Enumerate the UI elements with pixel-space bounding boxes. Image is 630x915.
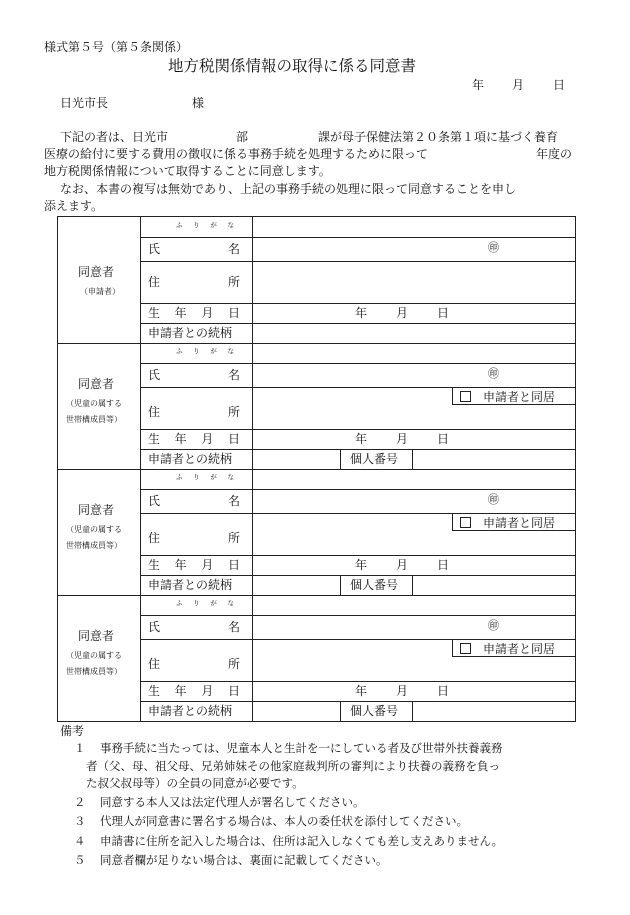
date-year: 年 (472, 78, 485, 92)
furigana-label (176, 599, 234, 608)
table-rule (340, 575, 341, 595)
birthdate-label-char: 日 (227, 684, 240, 698)
birth-year: 年 (355, 432, 368, 446)
note-number: ２ (74, 794, 86, 809)
address-label-char: 住 (148, 657, 161, 671)
form-number: 様式第５号（第５条関係） (44, 40, 189, 54)
birth-day: 日 (437, 306, 450, 320)
birthdate-label-char: 月 (201, 558, 214, 572)
note-text: 者（父、母、祖父母、兄弟姉妹その他家庭裁判所の審判により扶養の義務を負っ (86, 758, 500, 773)
address-label (148, 275, 240, 289)
same-household-label: 申請者と同居 (483, 390, 556, 404)
table-rule (340, 701, 341, 721)
body-line2b: 年度の (536, 147, 573, 161)
name-input[interactable] (252, 489, 482, 513)
furigana-label-char: り (193, 347, 200, 355)
address-label-char: 所 (227, 275, 240, 289)
body-line4: なお、本書の複写は無効であり、上記の事務手続の処理に限って同意することを申し (60, 182, 517, 196)
table-rule (140, 555, 575, 556)
birthdate-label-char: 生 (148, 432, 161, 446)
furigana-label-char: ふ (176, 599, 183, 607)
name-label (148, 494, 240, 508)
name-input[interactable] (252, 363, 482, 387)
birth-day: 日 (437, 684, 450, 698)
consent-label: 同意者 (78, 377, 115, 391)
address-label-char: 住 (148, 405, 161, 419)
furigana-label-char: な (227, 473, 234, 481)
name-label-char: 名 (227, 494, 240, 508)
address-label-char: 所 (227, 531, 240, 545)
name-input[interactable] (252, 615, 482, 639)
consent-label: 同意者 (78, 503, 115, 517)
table-rule (58, 595, 575, 596)
table-rule (140, 217, 141, 343)
note-text: 代理人が同意書に署名する場合は、本人の委任状を添付してください。 (100, 814, 468, 828)
personal-number-input[interactable] (412, 575, 575, 595)
address-input[interactable] (252, 513, 442, 555)
same-household-label: 申請者と同居 (483, 516, 556, 530)
note-text: た叔父叔母等）の全員の同意が必要です。 (86, 776, 304, 790)
birth-year: 年 (355, 684, 368, 698)
furigana-label-char: な (227, 599, 234, 607)
consent-sublabel: （児童の属する (66, 399, 122, 408)
consent-sublabel: （申請者） (80, 287, 120, 296)
birthdate-label-char: 月 (201, 306, 214, 320)
birthdate-label-char: 日 (227, 558, 240, 572)
consent-table (57, 216, 576, 722)
birthdate-label-char: 生 (148, 306, 161, 320)
furigana-label-char: が (210, 221, 217, 229)
name-label-char: 氏 (148, 620, 161, 634)
consent-sublabel: （児童の属する (66, 651, 122, 660)
table-rule (140, 429, 575, 430)
address-label-char: 住 (148, 531, 161, 545)
relation-label: 申請者との続柄 (148, 452, 233, 466)
personal-number-input[interactable] (412, 701, 575, 721)
name-input[interactable] (252, 237, 482, 261)
birthdate-label-char: 生 (148, 558, 161, 572)
table-rule (140, 303, 575, 304)
birth-day: 日 (437, 432, 450, 446)
consent-sublabel: 世帯構成員等） (66, 541, 122, 550)
birthdate-label (148, 432, 240, 446)
address-input[interactable] (252, 261, 442, 303)
furigana-label (176, 221, 234, 230)
address-label (148, 657, 240, 671)
birthdate-label-char: 生 (148, 684, 161, 698)
addressee-sama: 様 (192, 96, 205, 110)
birth-year: 年 (355, 558, 368, 572)
table-rule (140, 681, 575, 682)
birthdate-label-char: 月 (201, 432, 214, 446)
relation-input[interactable] (252, 449, 340, 469)
consent-label: 同意者 (78, 265, 115, 279)
address-input[interactable] (252, 639, 442, 681)
furigana-label-char: ふ (176, 347, 183, 355)
table-rule (340, 449, 341, 469)
birth-month: 月 (396, 558, 409, 572)
table-rule (140, 343, 141, 469)
birthdate-label-char: 日 (227, 306, 240, 320)
birthdate-label-char: 年 (174, 306, 187, 320)
birth-month: 月 (396, 306, 409, 320)
relation-label: 申請者との続柄 (148, 704, 233, 718)
checkbox-box[interactable] (460, 517, 471, 528)
personal-number-label: 個人番号 (350, 704, 399, 718)
furigana-label-char: が (210, 347, 217, 355)
table-rule (58, 343, 575, 344)
personal-number-label: 個人番号 (350, 452, 399, 466)
consent-label: 同意者 (78, 629, 115, 643)
birthdate-label (148, 558, 240, 572)
birthdate-label-char: 年 (174, 684, 187, 698)
name-label (148, 620, 240, 634)
address-input[interactable] (252, 387, 442, 429)
checkbox-box[interactable] (460, 643, 471, 654)
name-label-char: 名 (227, 620, 240, 634)
address-label (148, 405, 240, 419)
body-line1c: 課が母子保健法第２０条第１項に基づく養育 (318, 130, 559, 144)
table-rule (140, 595, 141, 721)
birthdate-label (148, 306, 240, 320)
note-text: 同意する本人又は法定代理人が署名してください。 (100, 794, 365, 809)
relation-input[interactable] (252, 701, 340, 721)
addressee-mayor: 日光市長 (60, 96, 109, 110)
table-rule (58, 469, 575, 470)
relation-label: 申請者との続柄 (148, 326, 233, 340)
furigana-label-char: ふ (176, 221, 183, 229)
consent-sublabel: 世帯構成員等） (66, 415, 122, 424)
same-household-checkbox[interactable] (460, 516, 555, 530)
body-line2a: 医療の給付に要する費用の徴収に係る事務手続を処理するために限って (44, 147, 429, 161)
furigana-label (176, 473, 234, 482)
body-line3: 地方税関係情報について取得することに同意します。 (44, 164, 331, 178)
seal-mark: ㊞ (488, 619, 499, 632)
name-label-char: 氏 (148, 242, 161, 256)
relation-input[interactable] (252, 323, 575, 343)
same-household-label: 申請者と同居 (483, 642, 556, 656)
furigana-label-char: り (193, 599, 200, 607)
same-household-checkbox[interactable] (460, 390, 555, 404)
notes-heading: 備考 (60, 724, 85, 738)
birth-year: 年 (355, 306, 368, 320)
furigana-label-char: な (227, 347, 234, 355)
name-label (148, 368, 240, 382)
furigana-label-char: が (210, 599, 217, 607)
address-label-char: 所 (227, 657, 240, 671)
table-rule (140, 469, 141, 595)
seal-mark: ㊞ (488, 241, 499, 254)
furigana-label-char: が (210, 473, 217, 481)
body-line5: 添えます。 (44, 199, 104, 213)
note-number: １ (74, 741, 86, 755)
body-line1a: 下記の者は、日光市 (60, 130, 169, 144)
birth-day: 日 (437, 558, 450, 572)
birth-month: 月 (396, 684, 409, 698)
note-text: 事務手続に当たっては、児童本人と生計を一にしている者及び世帯外扶養義務 (100, 741, 503, 755)
birthdate-label-char: 年 (174, 432, 187, 446)
birthdate-label-char: 月 (201, 684, 214, 698)
relation-input[interactable] (252, 575, 340, 595)
personal-number-label: 個人番号 (350, 578, 399, 592)
checkbox-box[interactable] (460, 391, 471, 402)
name-label (148, 242, 240, 256)
page-title: 地方税関係情報の取得に係る同意書 (168, 57, 417, 75)
birth-month: 月 (396, 432, 409, 446)
note-number: ４ (74, 833, 86, 848)
furigana-label-char: り (193, 473, 200, 481)
date-month: 月 (512, 78, 525, 92)
same-household-checkbox[interactable] (460, 642, 555, 656)
seal-mark: ㊞ (488, 367, 499, 380)
note-number: ３ (74, 814, 86, 828)
birthdate-label (148, 684, 240, 698)
address-label-char: 所 (227, 405, 240, 419)
furigana-label-char: な (227, 221, 234, 229)
furigana-label (176, 347, 234, 356)
birthdate-label-char: 年 (174, 558, 187, 572)
furigana-label-char: ふ (176, 473, 183, 481)
name-label-char: 名 (227, 242, 240, 256)
personal-number-input[interactable] (412, 449, 575, 469)
note-text: 申請書に住所を記入した場合は、住所は記入しなくても差し支えありません。 (100, 833, 504, 848)
note-number: ５ (74, 853, 86, 867)
consent-sublabel: 世帯構成員等） (66, 667, 122, 676)
address-label-char: 住 (148, 275, 161, 289)
name-label-char: 名 (227, 368, 240, 382)
name-label-char: 氏 (148, 494, 161, 508)
consent-sublabel: （児童の属する (66, 525, 122, 534)
address-label (148, 531, 240, 545)
body-line1b: 部 (236, 130, 249, 144)
furigana-label-char: り (193, 221, 200, 229)
name-label-char: 氏 (148, 368, 161, 382)
relation-label: 申請者との続柄 (148, 578, 233, 592)
date-day: 日 (553, 78, 566, 92)
note-text: 同意者欄が足りない場合は、裏面に記載してください。 (100, 853, 388, 867)
birthdate-label-char: 日 (227, 432, 240, 446)
seal-mark: ㊞ (488, 493, 499, 506)
